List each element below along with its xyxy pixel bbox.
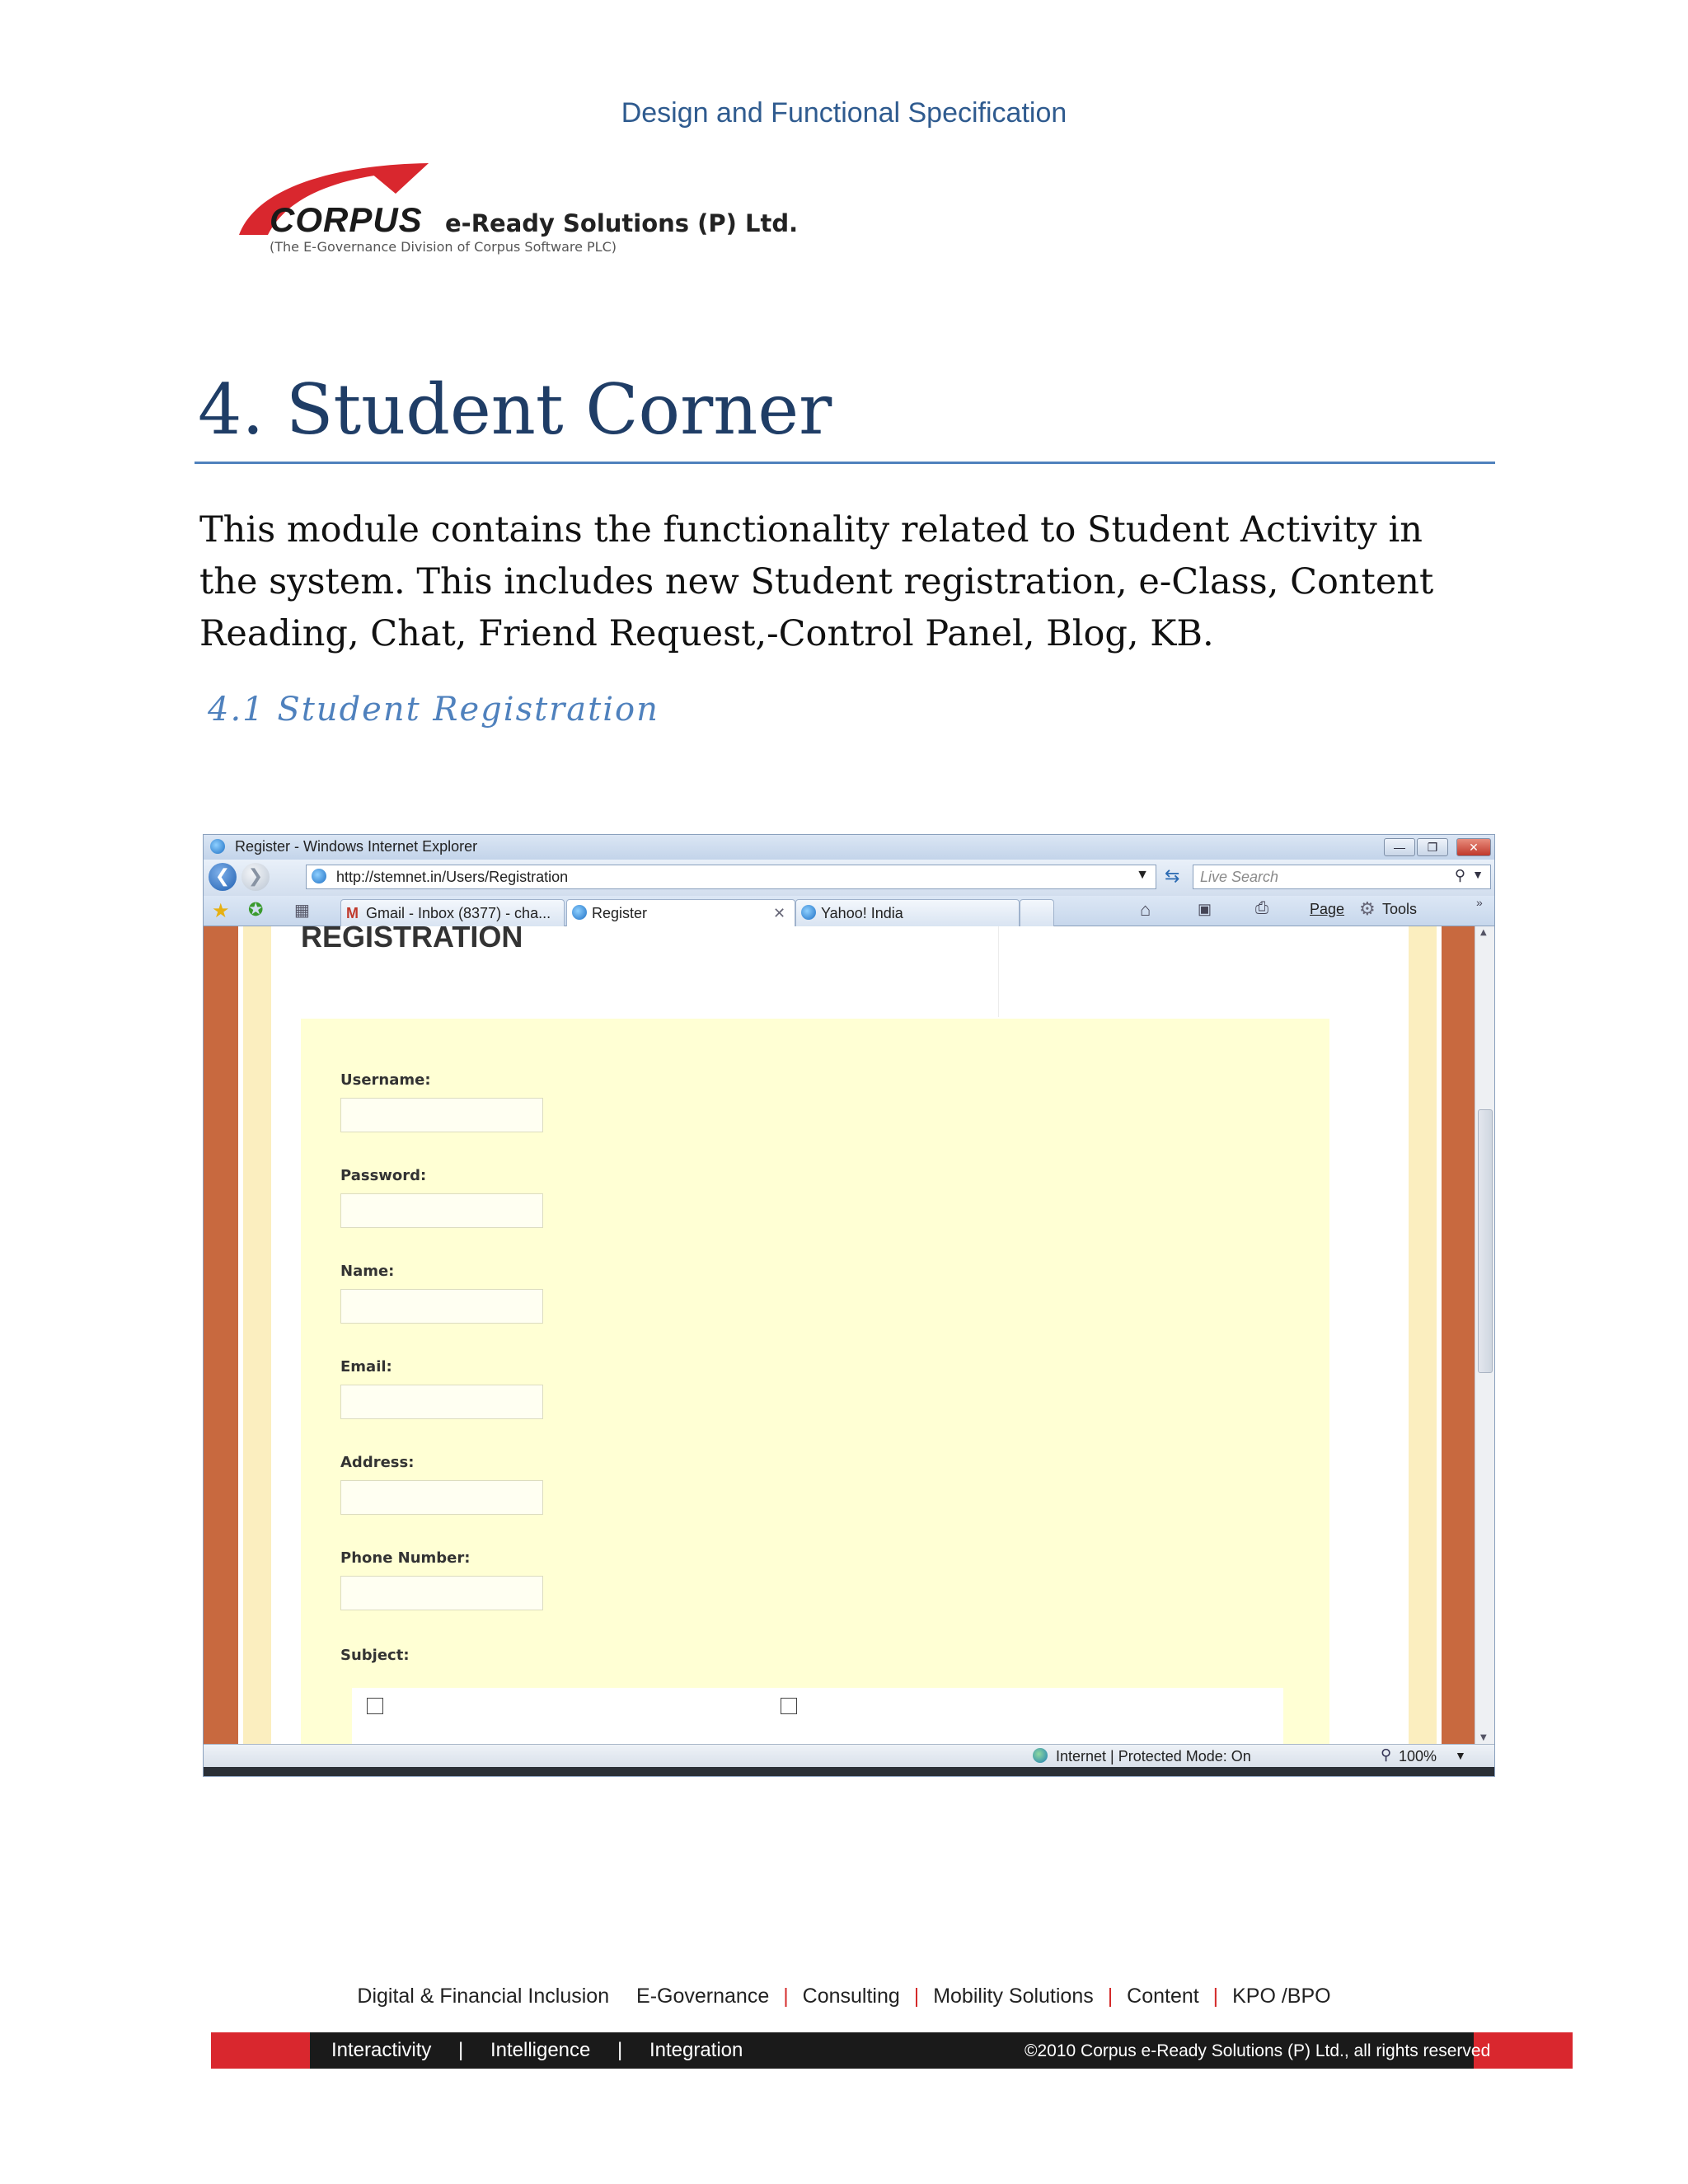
separator: |: [783, 1985, 789, 2008]
subject-label: Subject:: [340, 1647, 410, 1664]
separator: |: [617, 2039, 623, 2061]
phone-label: Phone Number:: [340, 1549, 471, 1567]
address-dropdown-icon[interactable]: ▼: [1136, 868, 1149, 882]
browser-screenshot: [203, 834, 1495, 1777]
subject-options: [352, 1688, 1283, 1744]
tab-register[interactable]: [566, 899, 795, 926]
right-border-stripe: [1442, 926, 1475, 1744]
ie-icon: [210, 839, 225, 854]
service-mobility: Mobility Solutions: [933, 1985, 1094, 2008]
tab-yahoo[interactable]: [795, 899, 1020, 926]
left-border-stripe: [204, 926, 238, 1744]
email-input[interactable]: [340, 1385, 543, 1419]
refresh-icon[interactable]: ⇆: [1165, 866, 1180, 887]
search-placeholder: Live Search: [1200, 869, 1279, 885]
footer-red-left: [211, 2032, 310, 2069]
windows-taskbar: [204, 1767, 1494, 1776]
name-label: Name:: [340, 1263, 395, 1280]
service-egovernance: E-Governance: [636, 1985, 770, 2008]
separator: |: [1107, 1985, 1114, 2008]
phone-input[interactable]: [340, 1576, 543, 1610]
search-dropdown-icon[interactable]: ▼: [1472, 868, 1484, 881]
subsection-heading: 4.1 Student Registration: [208, 691, 659, 729]
registration-heading: REGISTRATION: [301, 920, 523, 954]
address-input[interactable]: [340, 1480, 543, 1515]
service-consulting: Consulting: [802, 1985, 900, 2008]
left-cream-stripe: [243, 926, 271, 1744]
ie-tab-icon: [572, 905, 587, 920]
gear-icon: ⚙: [1359, 898, 1376, 919]
window-title: Register - Windows Internet Explorer: [235, 838, 478, 855]
separator: |: [1212, 1985, 1219, 2008]
tab-register-label: Register: [592, 905, 648, 921]
username-input[interactable]: [340, 1098, 543, 1132]
separator: |: [913, 1985, 920, 2008]
tab-gmail-label: Gmail - Inbox (8377) - cha...: [366, 905, 551, 921]
subject-checkbox[interactable]: [367, 1698, 383, 1714]
footer-services: [0, 1985, 1688, 2008]
chevron-more-icon[interactable]: »: [1476, 896, 1483, 909]
print-icon[interactable]: ⎙: [1255, 899, 1268, 917]
password-input[interactable]: [340, 1193, 543, 1228]
scroll-up-icon[interactable]: ▲: [1480, 928, 1487, 937]
home-icon[interactable]: ⌂: [1140, 899, 1151, 920]
forward-button[interactable]: ❯: [241, 863, 270, 891]
service-kpo-bpo: KPO /BPO: [1232, 1985, 1331, 2008]
scrollbar[interactable]: [1475, 926, 1495, 1744]
feeds-icon[interactable]: ▣: [1198, 901, 1212, 917]
tab-yahoo-label: Yahoo! India: [821, 905, 903, 921]
right-cream-stripe: [1409, 926, 1437, 1744]
security-zone: Internet | Protected Mode: On: [1056, 1748, 1251, 1765]
back-button[interactable]: ❮: [209, 863, 237, 891]
address-url: http://stemnet.in/Users/Registration: [336, 869, 569, 885]
service-digital-inclusion: Digital & Financial Inclusion: [357, 1985, 610, 2008]
subject-checkbox[interactable]: [781, 1698, 797, 1714]
logo-tagline: (The E-Governance Division of Corpus Software PLC): [270, 239, 617, 255]
heading-rule: [195, 462, 1495, 464]
search-input[interactable]: [1193, 865, 1491, 889]
password-label: Password:: [340, 1167, 427, 1184]
tag-intelligence: Intelligence: [490, 2039, 591, 2061]
footer-tags: [331, 2039, 743, 2062]
logo-company-name: e-Ready Solutions (P) Ltd.: [445, 209, 799, 237]
logo-brand: CORPUS: [270, 200, 423, 239]
address-label: Address:: [340, 1454, 415, 1471]
restore-button[interactable]: ❐: [1417, 838, 1448, 856]
page-icon: [312, 869, 326, 883]
username-label: Username:: [340, 1071, 431, 1089]
status-bar: [204, 1744, 1494, 1768]
service-content: Content: [1127, 1985, 1199, 2008]
registration-form: [301, 1019, 1329, 1744]
tag-integration: Integration: [649, 2039, 743, 2061]
minimize-button[interactable]: —: [1384, 838, 1415, 856]
close-tab-icon[interactable]: ✕: [773, 905, 786, 921]
tools-menu[interactable]: Tools: [1382, 901, 1418, 917]
globe-icon: [1033, 1748, 1048, 1763]
address-row: [204, 860, 1494, 896]
favorites-star-icon[interactable]: ★: [212, 900, 230, 922]
page-content: [204, 920, 1494, 1744]
window-titlebar: [204, 835, 1494, 860]
gmail-icon: M: [346, 905, 359, 921]
separator: |: [458, 2039, 464, 2061]
new-tab-button[interactable]: [1020, 899, 1054, 926]
document-header: Design and Functional Specification: [621, 97, 1067, 129]
zoom-level[interactable]: 100%: [1399, 1748, 1437, 1765]
section-heading: 4. Student Corner: [198, 369, 832, 450]
address-bar[interactable]: [306, 865, 1156, 889]
email-label: Email:: [340, 1358, 392, 1376]
quick-tabs-icon[interactable]: ▦: [294, 902, 310, 920]
name-input[interactable]: [340, 1289, 543, 1324]
scroll-down-icon[interactable]: ▼: [1480, 1733, 1487, 1742]
ie-tab-icon: [801, 905, 816, 920]
section-body: This module contains the functionality related to Student Activity in the system. This includes new Student registration, e-Class, Content Reading, Chat, Friend Request,-Control Panel, Blog, KB.: [199, 509, 1434, 654]
zoom-icon: ⚲: [1381, 1746, 1392, 1763]
tag-interactivity: Interactivity: [331, 2039, 432, 2061]
footer-copyright: ©2010 Corpus e-Ready Solutions (P) Ltd., all rights reserved: [1025, 2041, 1491, 2060]
zoom-dropdown-icon[interactable]: ▼: [1455, 1749, 1466, 1762]
close-window-button[interactable]: ✕: [1456, 838, 1491, 856]
add-favorite-icon[interactable]: ✪: [248, 899, 264, 920]
scroll-thumb[interactable]: [1478, 1109, 1493, 1373]
search-icon[interactable]: ⚲: [1454, 867, 1465, 883]
divider: [998, 926, 999, 1017]
page-menu[interactable]: Page: [1310, 901, 1345, 917]
